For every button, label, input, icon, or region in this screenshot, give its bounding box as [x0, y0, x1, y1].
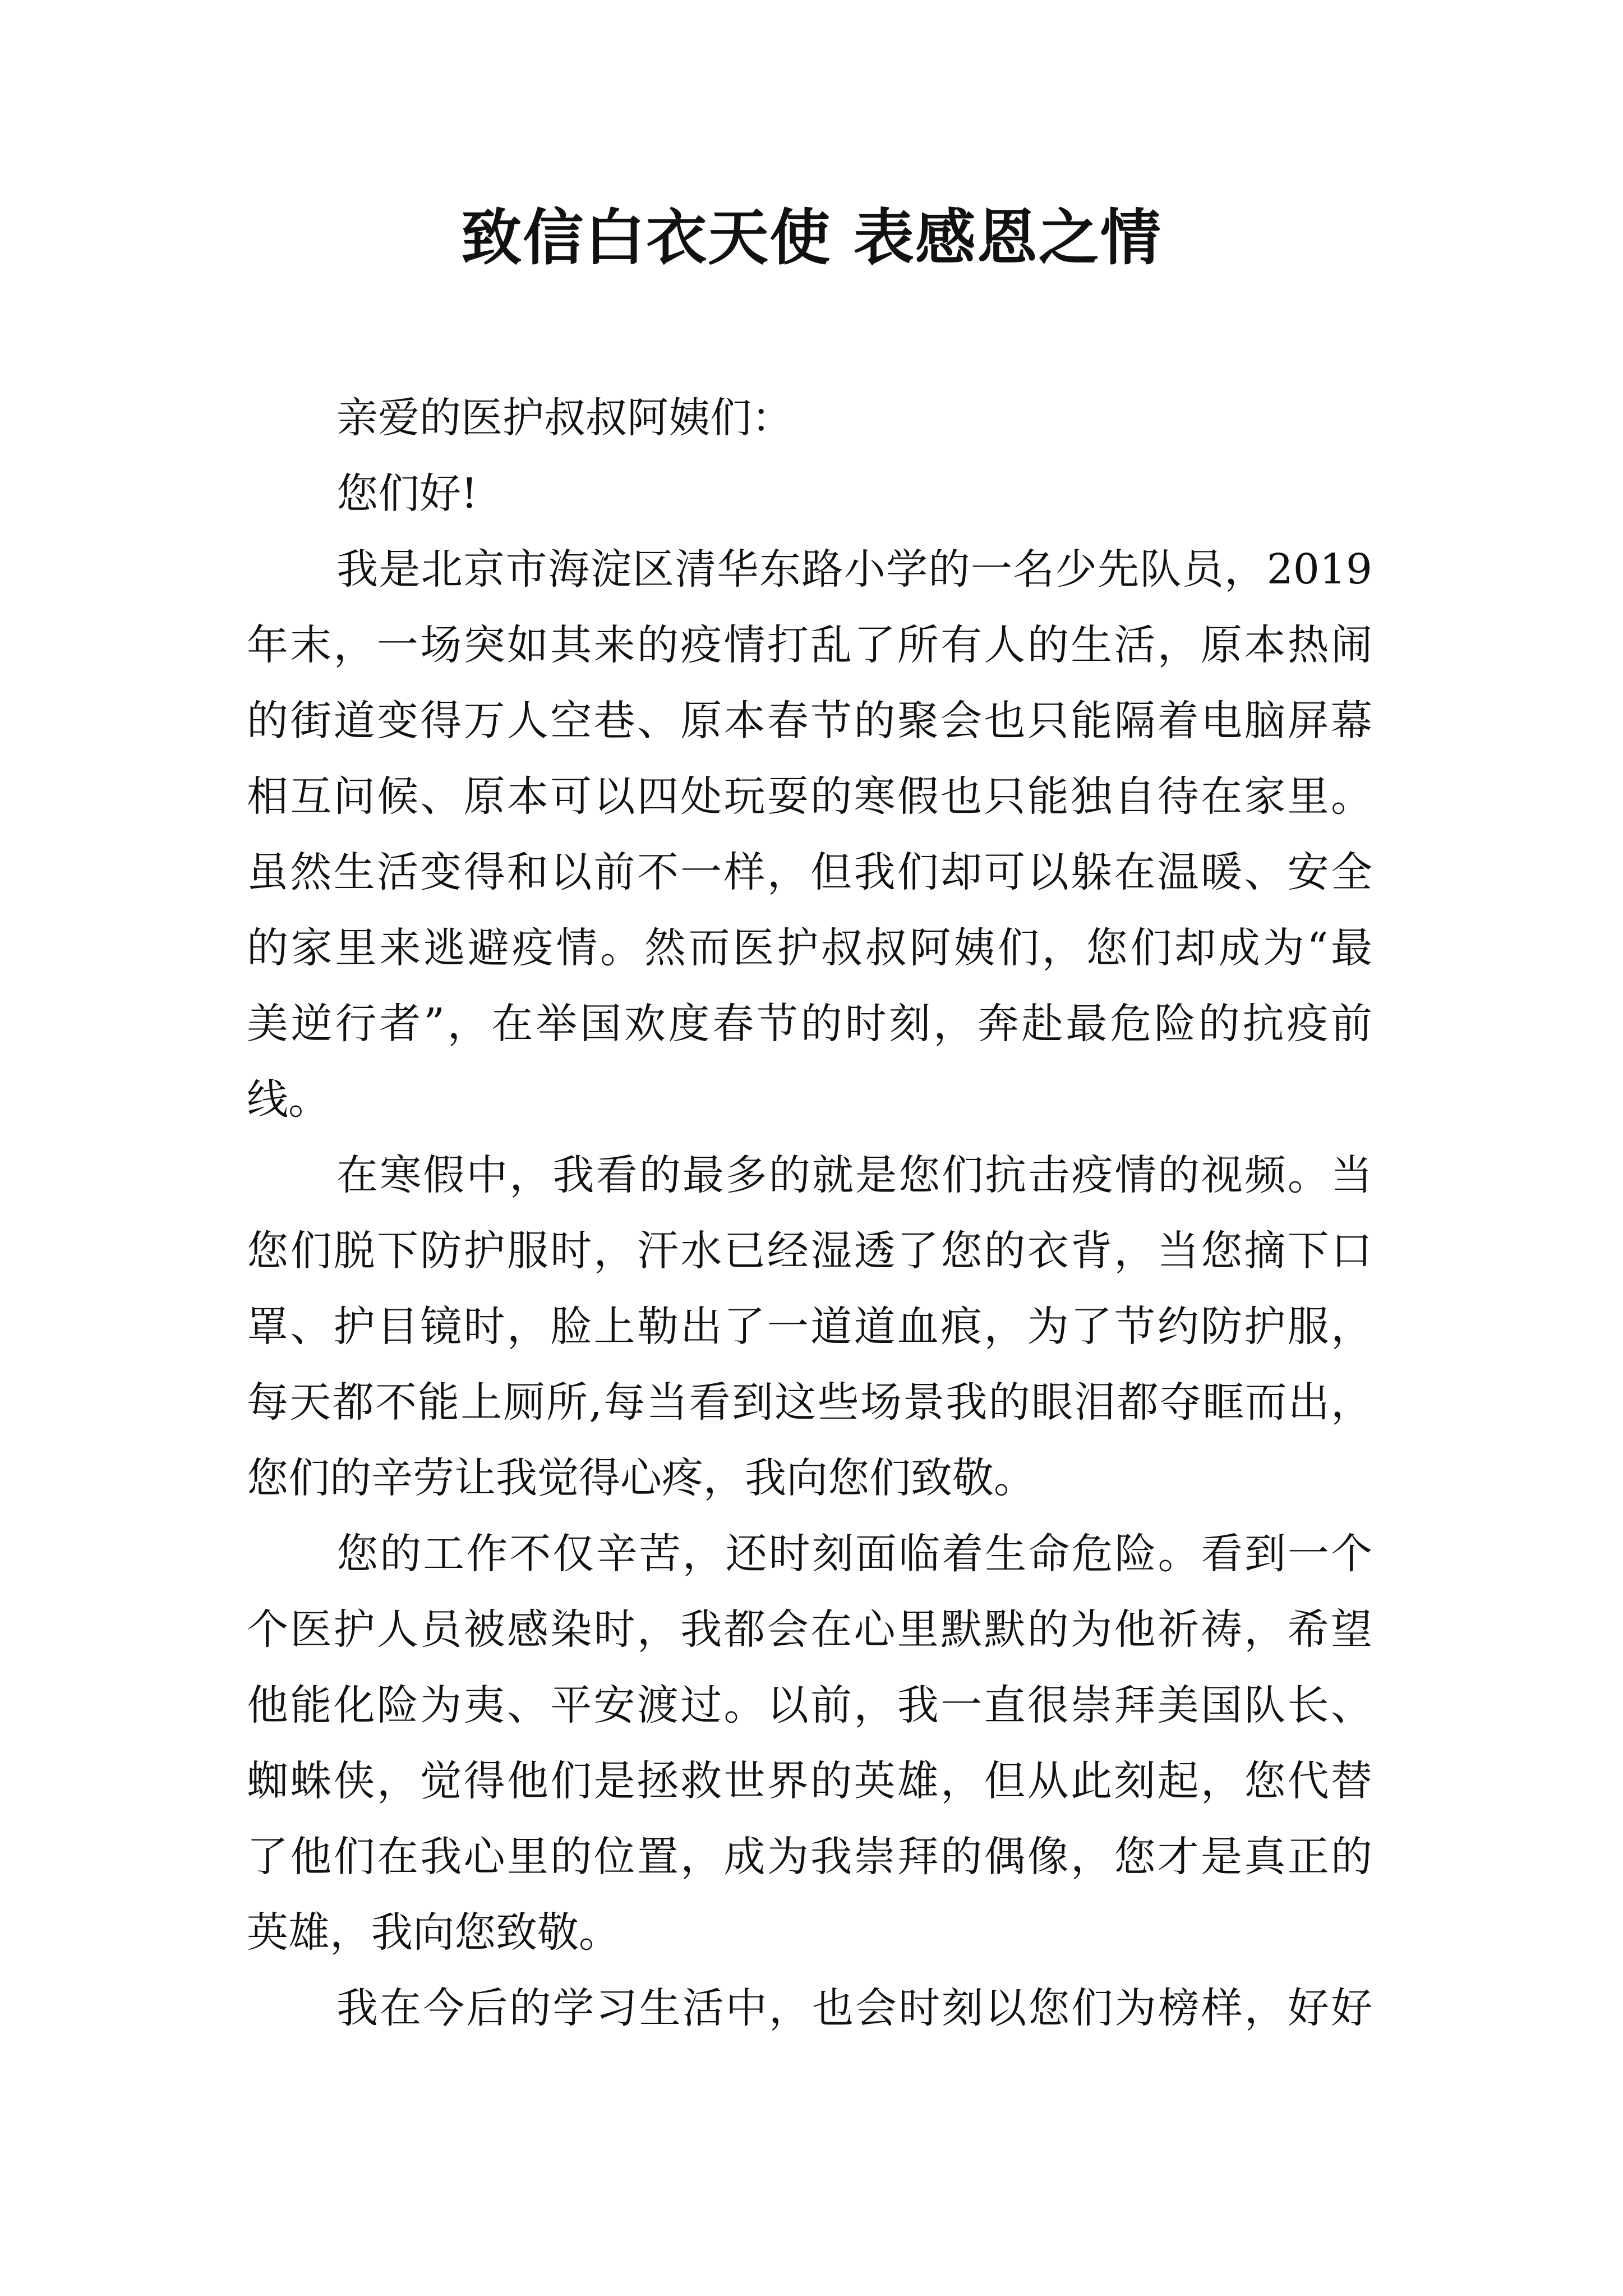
- paragraph-line: 线。: [247, 1075, 330, 1124]
- paragraph-line: 相互问候、原本可以四处玩耍的寒假也只能独自待在家里。: [247, 772, 1372, 821]
- paragraph-line: 您的工作不仅辛苦，还时刻面临着生命危险。看到一个: [336, 1530, 1372, 1578]
- paragraph-line: 虽然生活变得和以前不一样，但我们却可以躲在温暖、安全: [247, 848, 1372, 896]
- paragraph-line: 年末，一场突如其来的疫情打乱了所有人的生活，原本热闹: [247, 621, 1372, 669]
- paragraph-line: 的家里来逃避疫情。然而医护叔叔阿姨们，您们却成为“最: [247, 924, 1372, 972]
- paragraph-line: 了他们在我心里的位置，成为我崇拜的偶像，您才是真正的: [247, 1833, 1372, 1881]
- paragraph-line: 美逆行者”，在举国欢度春节的时刻，奔赴最危险的抗疫前: [247, 1000, 1372, 1048]
- paragraph-line: 蜘蛛侠，觉得他们是拯救世界的英雄，但从此刻起，您代替: [247, 1757, 1372, 1805]
- paragraph-line: 在寒假中，我看的最多的就是您们抗击疫情的视频。当: [336, 1151, 1372, 1199]
- paragraph-line: 他能化险为夷、平安渡过。以前，我一直很崇拜美国队长、: [247, 1681, 1372, 1729]
- paragraph-line: 罩、护目镜时，脸上勒出了一道道血痕，为了节约防护服，: [247, 1303, 1372, 1351]
- paragraph-line: 的街道变得万人空巷、原本春节的聚会也只能隔着电脑屏幕: [247, 697, 1372, 745]
- paragraph-line: 我在今后的学习生活中，也会时刻以您们为榜样，好好: [336, 1984, 1372, 2032]
- salutation: 亲爱的医护叔叔阿姨们：: [336, 394, 793, 442]
- document-title: 致信白衣天使 表感恩之情: [461, 203, 1162, 273]
- greeting: 您们好!: [336, 470, 478, 518]
- paragraph-line: 个医护人员被感染时，我都会在心里默默的为他祈祷，希望: [247, 1605, 1372, 1654]
- paragraph-line: 每天都不能上厕所,每当看到这些场景我的眼泪都夺眶而出，: [247, 1378, 1372, 1427]
- paragraph-line: 我是北京市海淀区清华东路小学的一名少先队员，2019: [336, 545, 1372, 593]
- paragraph-line: 英雄，我向您致敬。: [247, 1908, 620, 1957]
- paragraph-line: 您们的辛劳让我觉得心疼，我向您们致敬。: [247, 1454, 1035, 1502]
- paragraph-line: 您们脱下防护服时，汗水已经湿透了您的衣背，当您摘下口: [247, 1227, 1372, 1275]
